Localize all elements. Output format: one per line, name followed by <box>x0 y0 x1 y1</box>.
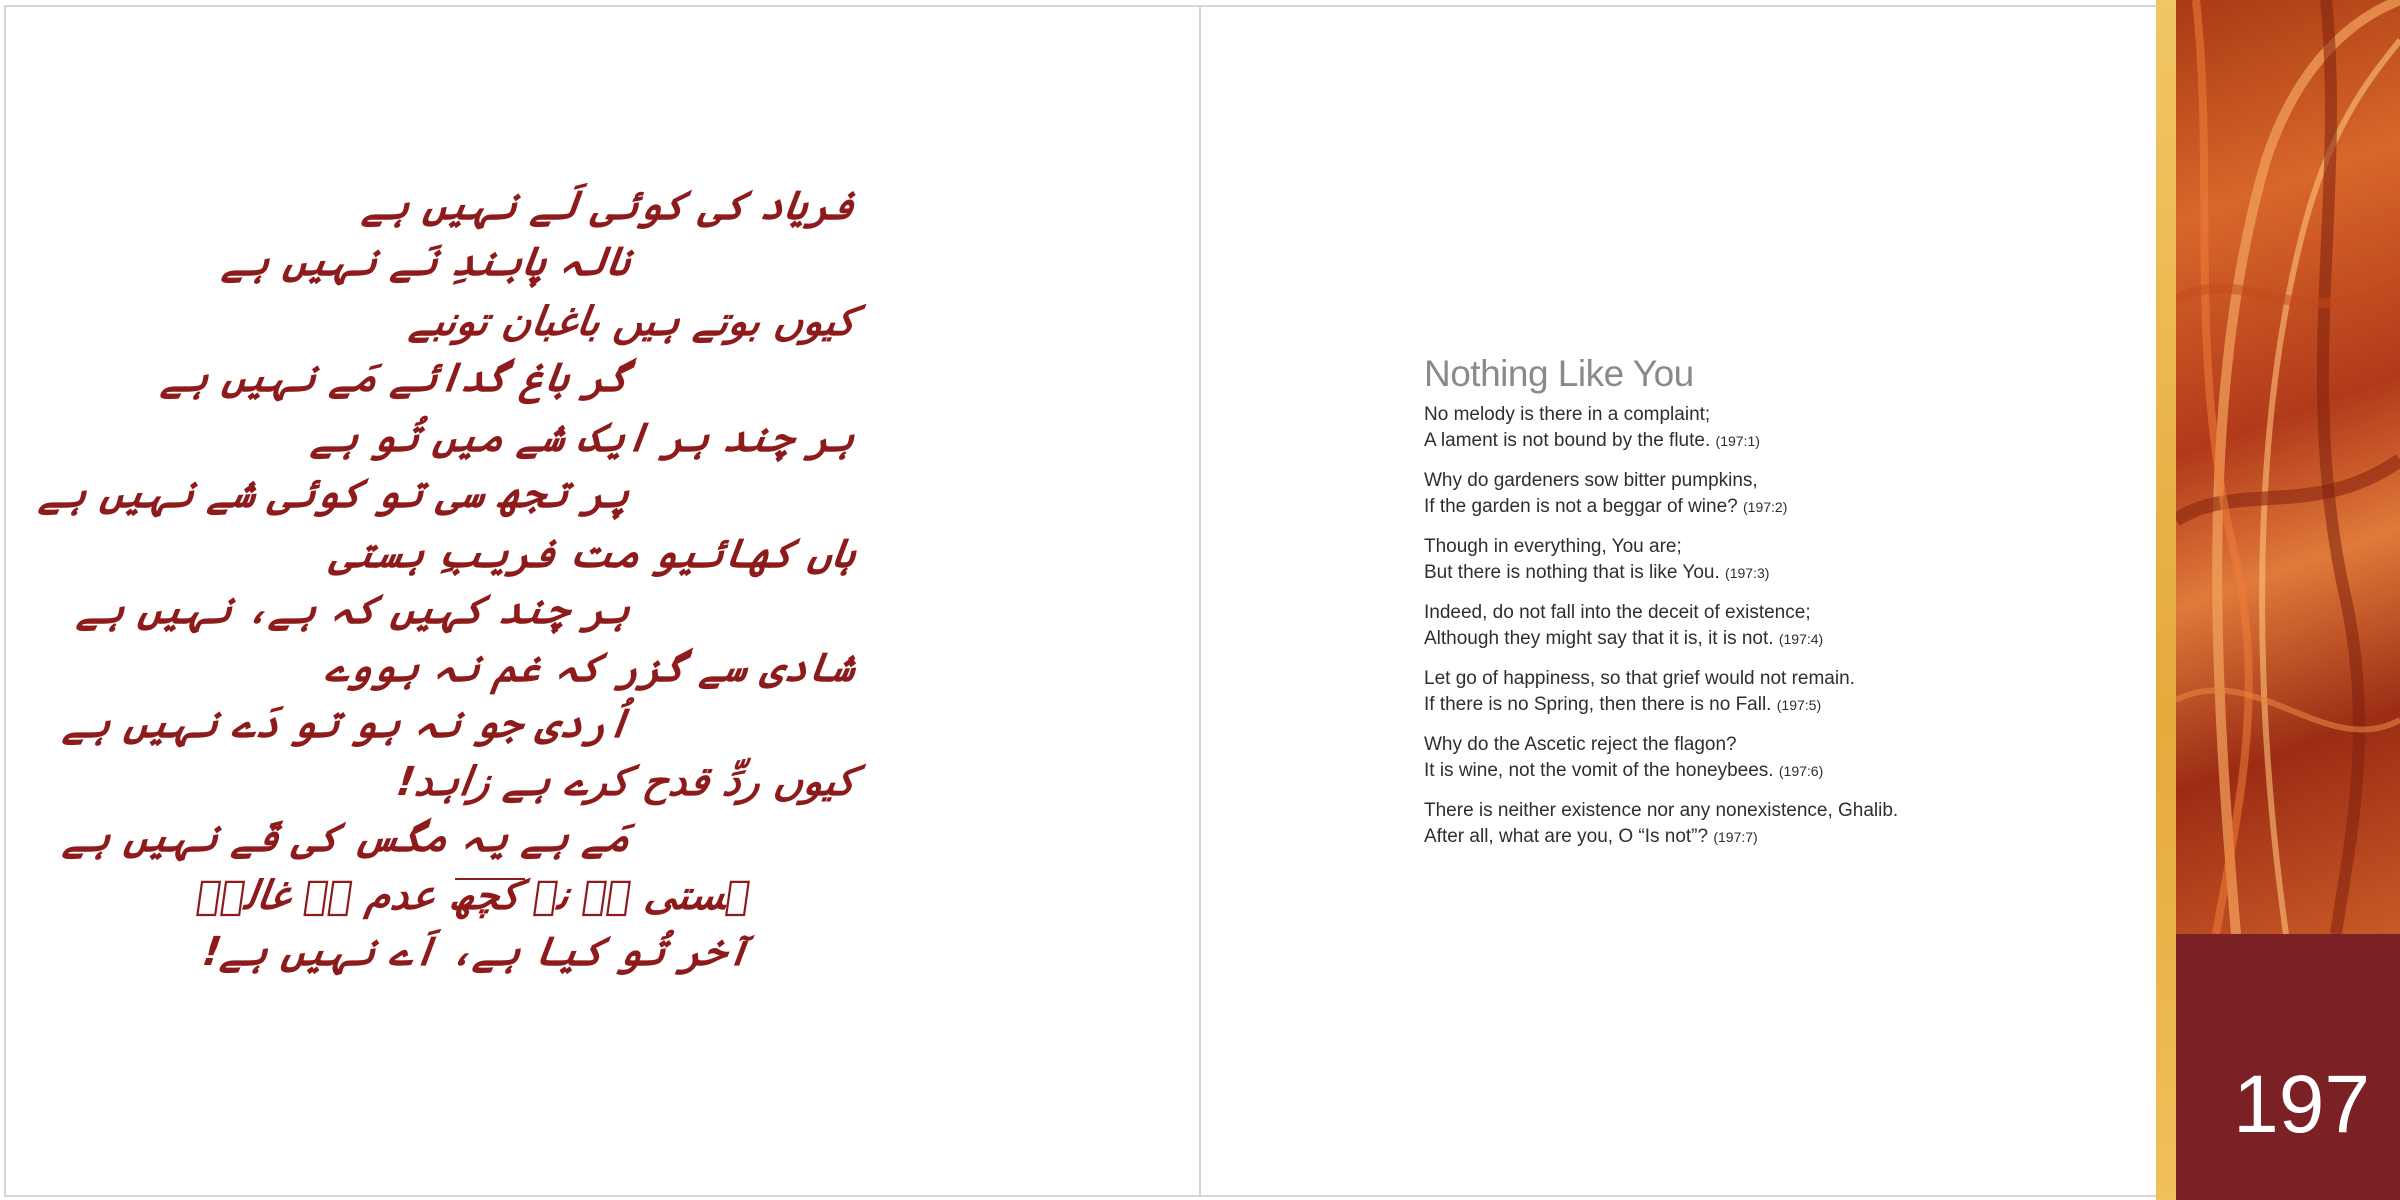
couplet <box>1424 402 2044 454</box>
urdu-line: کیوں ردِّ قدح کرے ہے زاہد! <box>393 759 859 805</box>
couplet <box>1424 732 2044 784</box>
couplet-line-2-text: Although they might say that it is, it is not. <box>1424 628 1774 649</box>
couplet <box>1424 534 2044 586</box>
page-number: 197 <box>2233 1059 2370 1150</box>
couplet-line-2-text: If the garden is not a beggar of wine? <box>1424 496 1738 517</box>
couplet-line-1: Let go of happiness, so that grief would not remain. <box>1424 668 1855 689</box>
couplet-reference: (197:5) <box>1776 697 1822 713</box>
couplet-reference: (197:3) <box>1725 565 1770 581</box>
poem-translation <box>1424 352 2044 864</box>
couplet-reference: (197:1) <box>1715 433 1760 449</box>
couplet <box>1424 798 2044 850</box>
couplet-line-2 <box>1424 494 2044 520</box>
urdu-line: مَے ہے یہ مگس کی قَے نہیں ہے <box>60 815 634 861</box>
couplet-line-1: No melody is there in a complaint; <box>1424 404 1711 425</box>
gold-stripe <box>2156 0 2176 1200</box>
urdu-line: آخر تُو کیا ہے، اَے نہیں ہے! <box>199 929 754 975</box>
couplet-line-2-text: After all, what are you, O “Is not”? <box>1424 826 1709 847</box>
couplet-line-1: Why do the Ascetic reject the flagon? <box>1424 734 1737 755</box>
couplet-line-2 <box>1424 692 2044 718</box>
couplet-line-2 <box>1424 824 2044 850</box>
urdu-line: ہر چند ہر ایک شے میں تُو ہے <box>308 415 859 461</box>
urdu-line: ہاں کھائیو مت فریبِ ہستی <box>327 531 859 577</box>
couplet-reference: (197:4) <box>1778 631 1824 647</box>
urdu-line: شادی سے گزر کہ غم نہ ہووے <box>322 645 859 691</box>
urdu-line: کیوں بوتے ہیں باغبان تونبے <box>406 299 859 345</box>
couplet-line-1: Though in everything, You are; <box>1424 536 1682 557</box>
urdu-line: فریاد کی کوئی لَے نہیں ہے <box>360 183 859 229</box>
urdu-line: ہستی ہے نہ کچھ عدم ہے غالبؔ <box>193 873 754 919</box>
artwork-swirls-icon <box>2176 0 2400 934</box>
couplet-line-2 <box>1424 758 2044 784</box>
couplet-line-1: Indeed, do not fall into the deceit of existence; <box>1424 602 1811 623</box>
couplet <box>1424 666 2044 718</box>
couplet-line-1: There is neither existence nor any nonexistence, Ghalib. <box>1424 800 1899 821</box>
couplet-line-2 <box>1424 428 2044 454</box>
couplet-line-2-text: If there is no Spring, then there is no Fall. <box>1424 694 1772 715</box>
couplet <box>1424 468 2044 520</box>
couplet-reference: (197:6) <box>1778 763 1824 779</box>
urdu-line: نالہ پابندِ نَے نہیں ہے <box>219 239 634 285</box>
poem-title: Nothing Like You <box>1424 353 1694 394</box>
urdu-line: پر تجھ سی تو کوئی شے نہیں ہے <box>37 471 634 517</box>
couplet-line-2-text: But there is nothing that is like You. <box>1424 562 1720 583</box>
decorative-artwork <box>2176 0 2400 934</box>
couplet-line-2-text: A lament is not bound by the flute. <box>1424 430 1711 451</box>
couplet-line-2-text: It is wine, not the vomit of the honeybees. <box>1424 760 1774 781</box>
urdu-line: گر باغ گدائے مَے نہیں ہے <box>158 355 634 401</box>
urdu-calligraphy <box>37 178 900 998</box>
couplet-reference: (197:7) <box>1713 829 1758 845</box>
couplet-line-2 <box>1424 626 2044 652</box>
couplet <box>1424 600 2044 652</box>
urdu-line: اُردی جو نہ ہو تو دَے نہیں ہے <box>60 701 634 747</box>
page-gutter <box>1199 5 1201 1197</box>
urdu-line: ہر چند کہیں کہ ہے، نہیں ہے <box>74 587 634 633</box>
couplet-line-2 <box>1424 560 2044 586</box>
couplet-line-1: Why do gardeners sow bitter pumpkins, <box>1424 470 1758 491</box>
couplet-list <box>1424 402 2044 850</box>
couplet-reference: (197:2) <box>1743 499 1788 515</box>
